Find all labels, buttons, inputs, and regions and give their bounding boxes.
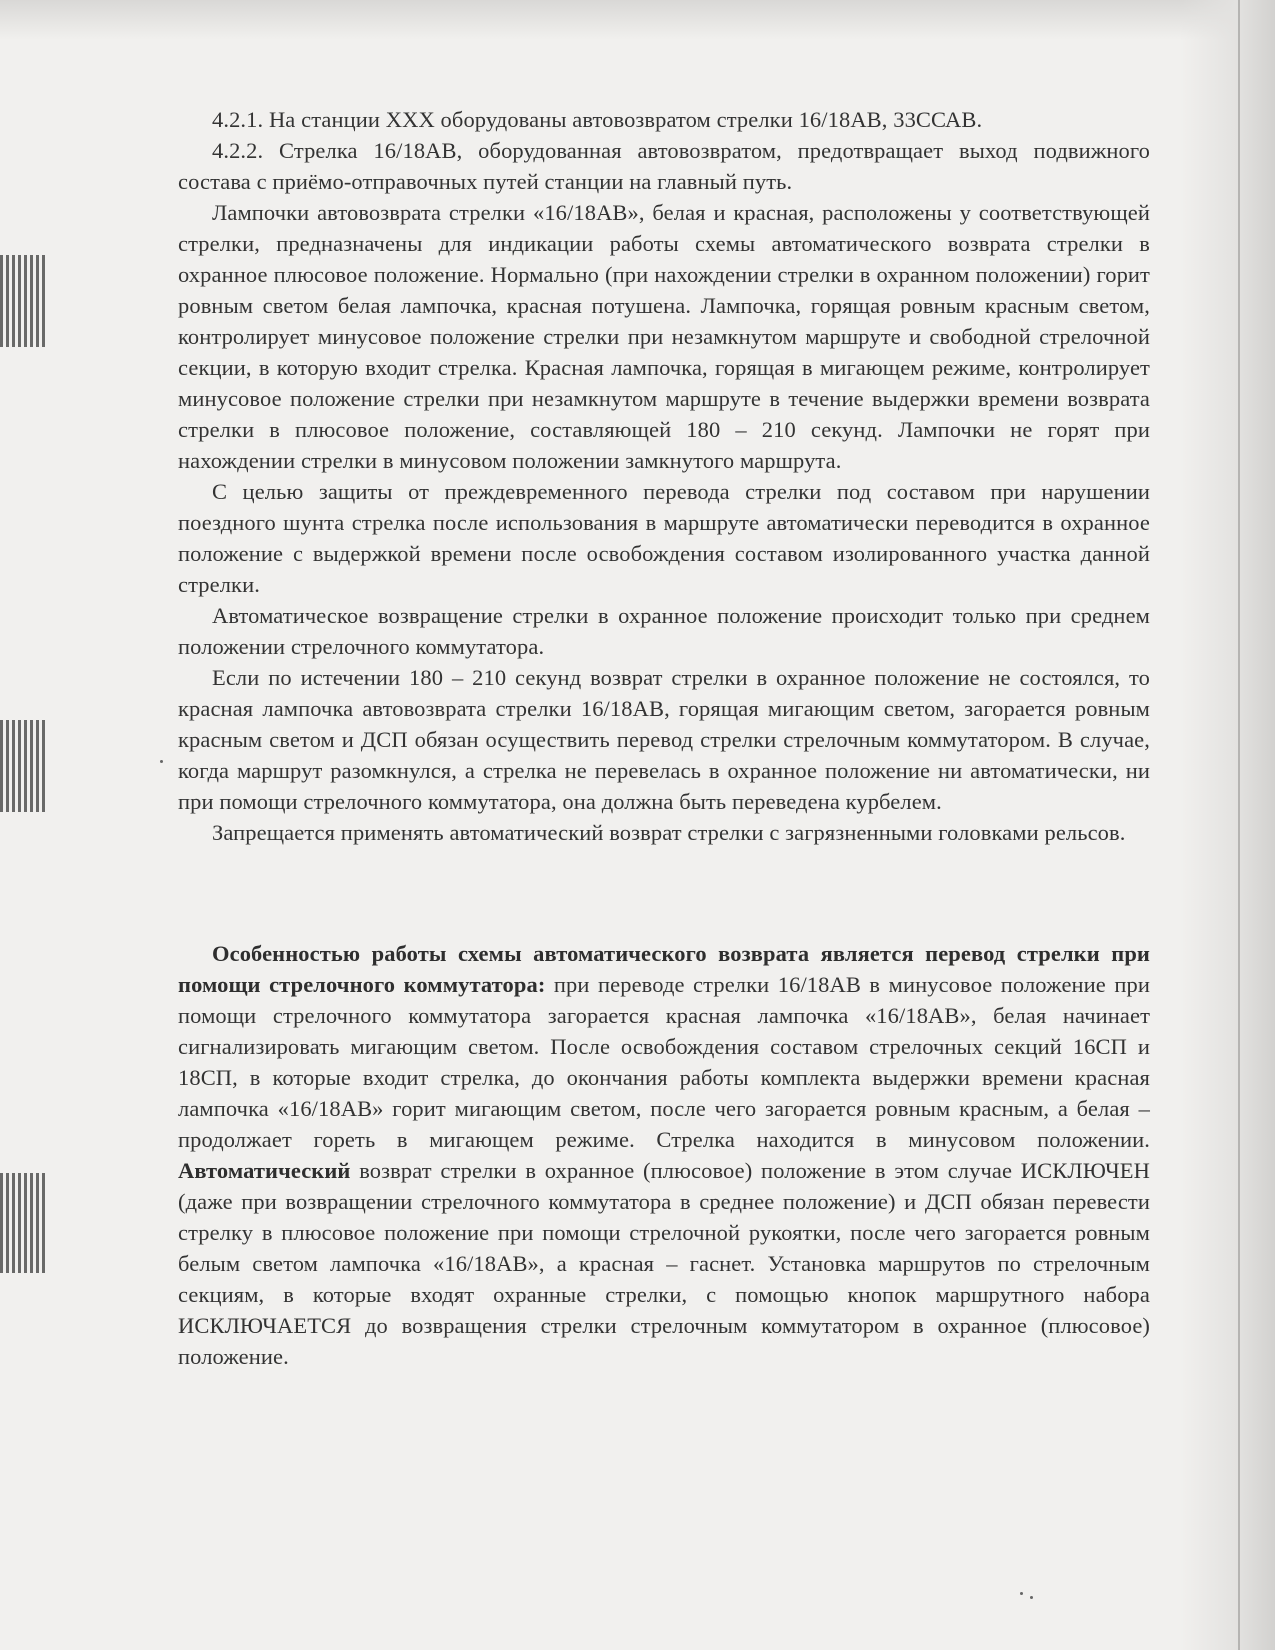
binder-hole-mark	[0, 720, 46, 812]
scan-speck	[160, 760, 163, 763]
paragraph-feature	[178, 938, 1150, 1372]
paragraph-lamps: Лампочки автовозврата стрелки «16/18АВ», белая и красная, расположены у соответствующей стрелки, предназначены для индикации работы схемы автоматического возврата стрелки в охранное плюсовое положение. Нормально (при нахождении стрелки в охранном положении) горит ровным светом белая лампочка, красная потушена. Лампочка, горящая ровным красным светом, контролирует минусовое положение стрелки при незамкнутом маршруте и свободной стрелочной секции, в которую входит стрелка. Красная лампочка, горящая в мигающем режиме, контролирует минусовое положение стрелки при незамкнутом маршруте в течение выдержки времени возврата стрелки в плюсовое положение, составляющей 180 – 210 секунд. Лампочки не горят при нахождении стрелки в минусовом положении замкнутого маршрута.	[178, 200, 1150, 473]
paragraph-prohibition: Запрещается применять автоматический возврат стрелки с загрязненными головками рельсов.	[212, 820, 1126, 845]
scan-shadow-right	[1180, 0, 1275, 1650]
paragraph-protection: С целью защиты от преждевременного перевода стрелки под составом при нарушении поездного шунта стрелка после использования в маршруте автоматически переводится в охранное положение с выдержкой времени после освобождения составом изолированного участка данной стрелки.	[178, 479, 1150, 597]
binder-hole-mark	[0, 1173, 46, 1273]
paragraph-4-2-1: 4.2.1. На станции XXX оборудованы автовозвратом стрелки 16/18АВ, 33ССАВ.	[212, 107, 983, 132]
document-body	[178, 104, 1150, 1372]
paragraph-auto-return: Автоматическое возвращение стрелки в охранное положение происходит только при среднем положении стрелочного коммутатора.	[178, 603, 1150, 659]
scan-speck	[1030, 1596, 1033, 1599]
feature-text-1: при переводе стрелки 16/18АВ в минусовое положение при помощи стрелочного коммутатора загорается красная лампочка «16/18АВ», белая начинает сигнализировать мигающим светом. После освобождения составом стрелочных секций 16СП и 18СП, в которые входит стрелка, до окончания работы комплекта выдержки времени красная лампочка «16/18АВ» горит мигающим светом, после чего загорается ровным красным, а белая – продолжает гореть в мигающем режиме. Стрелка находится в минусовом положении.	[178, 972, 1151, 1152]
paragraph-4-2-2: 4.2.2. Стрелка 16/18АВ, оборудованная автовозвратом, предотвращает выход подвижного состава с приёмо-отправочных путей станции на главный путь.	[178, 138, 1150, 194]
binder-hole-mark	[0, 255, 46, 347]
feature-bold-2: Автоматический	[178, 1158, 351, 1183]
scan-speck	[1020, 1592, 1023, 1595]
feature-heading: Особенностью работы схемы автоматического возврата является перевод стрелки при помощи стрелочного коммутатора:	[178, 941, 1150, 997]
scan-shadow-top	[0, 0, 1275, 40]
feature-text-2: возврат стрелки в охранное (плюсовое) положение в этом случае ИСКЛЮЧЕН (даже при возвращении стрелочного коммутатора в среднее положение) и ДСП обязан перевести стрелку в плюсовое положение при помощи стрелочной рукоятки, после чего загорается ровным белым светом лампочка «16/18АВ», а красная – гаснет. Установка маршрутов по стрелочным секциям, в которые входят охранные стрелки, с помощью кнопок маршрутного набора ИСКЛЮЧАЕТСЯ до возвращения стрелки стрелочным коммутатором в охранное (плюсовое) положение.	[178, 1158, 1150, 1369]
paragraph-timeout: Если по истечении 180 – 210 секунд возврат стрелки в охранное положение не состоялся, то красная лампочка автовозврата стрелки 16/18АВ, горящая мигающим светом, загорается ровным красным светом и ДСП обязан осуществить перевод стрелки стрелочным коммутатором. В случае, когда маршрут разомкнулся, а стрелка не перевелась в охранное положение ни автоматически, ни при помощи стрелочного коммутатора, она должна быть переведена курбелем.	[178, 665, 1150, 814]
page-edge	[1238, 0, 1240, 1650]
